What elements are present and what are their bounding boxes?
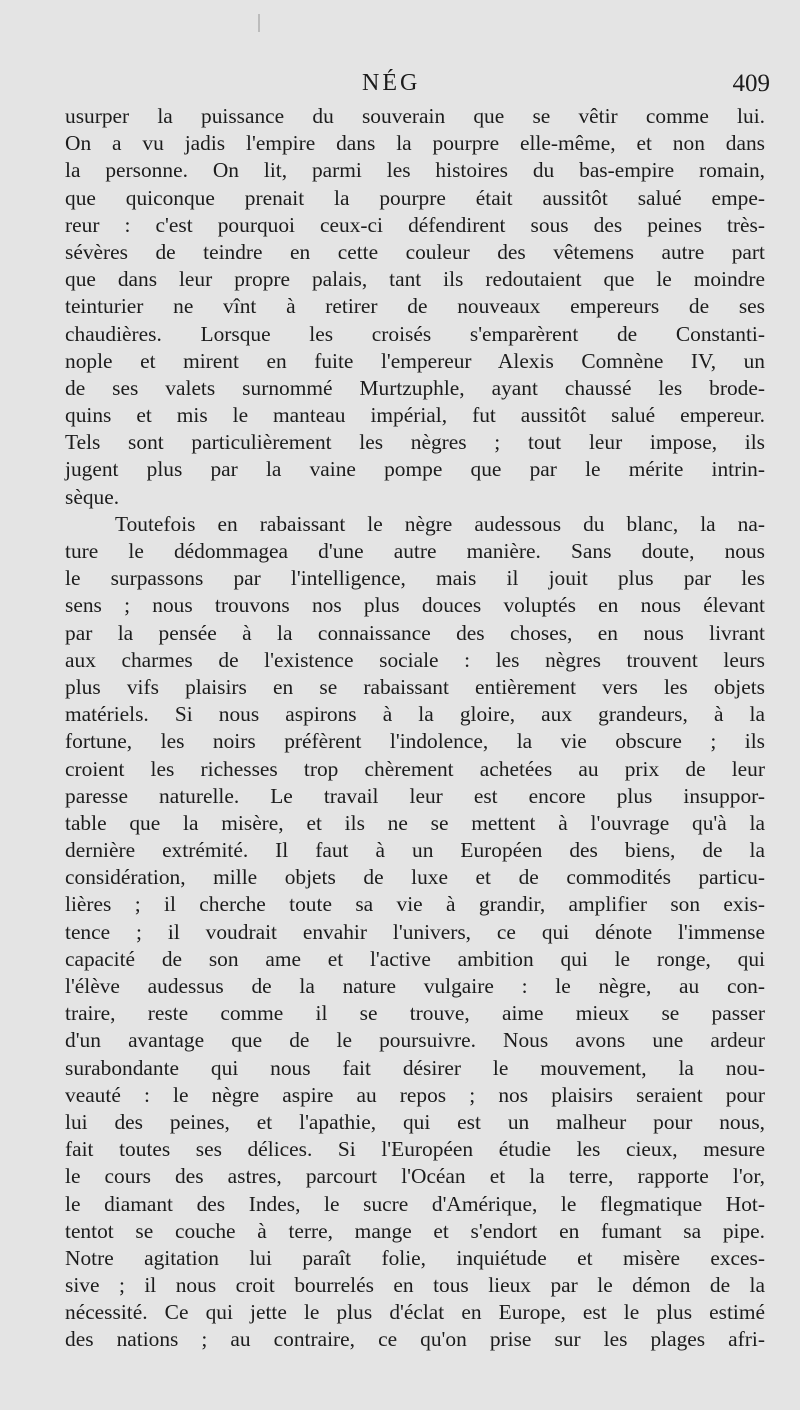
text-line: tentot se couche à terre, mange et s'endort en fumant sa pipe.	[65, 1218, 765, 1243]
text-line: teinturier ne vînt à retirer de nouveaux empereurs de ses	[65, 294, 765, 319]
text-line: le diamant des Indes, le sucre d'Amérique, le flegmatique Hot-	[65, 1191, 765, 1216]
page-header	[0, 70, 800, 104]
text-line: lières ; il cherche toute sa vie à grandir, amplifier son exis-	[65, 892, 765, 917]
text-line: Notre agitation lui paraît folie, inquiétude et misère exces-	[65, 1245, 765, 1270]
body-text	[65, 103, 765, 1354]
text-line: nécessité. Ce qui jette le plus d'éclat en Europe, est le plus estimé	[65, 1300, 765, 1325]
text-line: traire, reste comme il se trouve, aime mieux se passer	[65, 1001, 765, 1026]
text-line: jugent plus par la vaine pompe que par le mérite intrin-	[65, 457, 765, 482]
text-line: veauté : le nègre aspire au repos ; nos plaisirs seraient pour	[65, 1082, 765, 1107]
running-head: NÉG	[362, 70, 421, 96]
text-line: quins et mis le manteau impérial, fut aussitôt salué empereur.	[65, 403, 765, 428]
text-line: considération, mille objets de luxe et de commodités particu-	[65, 865, 765, 890]
text-line: fait toutes ses délices. Si l'Européen étudie les cieux, mesure	[65, 1137, 765, 1162]
paragraph-start-line: Toutefois en rabaissant le nègre audessous du blanc, la na-	[115, 511, 765, 536]
text-line: par la pensée à la connaissance des choses, en nous livrant	[65, 620, 765, 645]
text-line: chaudières. Lorsque les croisés s'emparèrent de Constanti-	[65, 321, 765, 346]
text-line: table que la misère, et ils ne se mettent à l'ouvrage qu'à la	[65, 810, 765, 835]
text-line: le cours des astres, parcourt l'Océan et la terre, rapporte l'or,	[65, 1164, 765, 1189]
text-line: sévères de teindre en cette couleur des vêtemens autre part	[65, 239, 765, 264]
text-line: croient les richesses trop chèrement achetées au prix de leur	[65, 756, 765, 781]
text-line: capacité de son ame et l'active ambition qui le ronge, qui	[65, 946, 765, 971]
text-line: de ses valets surnommé Murtzuphle, ayant chaussé les brode-	[65, 375, 765, 400]
text-line: l'élève audessus de la nature vulgaire : le nègre, au con-	[65, 974, 765, 998]
text-line: On a vu jadis l'empire dans la pourpre elle-même, et non dans	[65, 131, 765, 156]
text-line: d'un avantage que de le poursuivre. Nous avons une ardeur	[65, 1028, 765, 1053]
margin-mark	[258, 14, 260, 32]
text-line: lui des peines, et l'apathie, qui est un malheur pour nous,	[65, 1109, 765, 1134]
text-line: des nations ; au contraire, ce qu'on prise sur les plages afri-	[65, 1327, 765, 1352]
page-number: 409	[732, 70, 770, 97]
text-line: le surpassons par l'intelligence, mais il jouit plus par les	[65, 566, 765, 591]
text-line: plus vifs plaisirs en se rabaissant entièrement vers les objets	[65, 674, 765, 699]
text-line: la personne. On lit, parmi les histoires du bas-empire romain,	[65, 158, 765, 183]
text-line: fortune, les noirs préfèrent l'indolence, la vie obscure ; ils	[65, 729, 765, 754]
paragraph-end-line: sèque.	[65, 484, 120, 509]
text-line: aux charmes de l'existence sociale : les nègres trouvent leurs	[65, 647, 765, 672]
text-line: surabondante qui nous fait désirer le mouvement, la nou-	[65, 1055, 765, 1080]
text-line: sive ; il nous croit bourrelés en tous lieux par le démon de la	[65, 1273, 765, 1298]
text-line: que dans leur propre palais, tant ils redoutaient que le moindre	[65, 267, 765, 292]
text-line: que quiconque prenait la pourpre était aussitôt salué empe-	[65, 185, 765, 210]
text-line: paresse naturelle. Le travail leur est encore plus insuppor-	[65, 783, 765, 808]
text-line: matériels. Si nous aspirons à la gloire, aux grandeurs, à la	[65, 702, 765, 727]
text-line: usurper la puissance du souverain que se vêtir comme lui.	[65, 104, 765, 128]
text-line: sens ; nous trouvons nos plus douces voluptés en nous élevant	[65, 593, 765, 618]
text-line: ture le dédommagea d'une autre manière. Sans doute, nous	[65, 539, 765, 563]
text-line: nople et mirent en fuite l'empereur Alexis Comnène IV, un	[65, 348, 765, 373]
text-line: tence ; il voudrait envahir l'univers, ce qui dénote l'immense	[65, 919, 765, 944]
text-line: Tels sont particulièrement les nègres ; tout leur impose, ils	[65, 430, 765, 455]
text-line: reur : c'est pourquoi ceux-ci défendirent sous des peines très-	[65, 212, 765, 237]
text-line: dernière extrémité. Il faut à un Européen des biens, de la	[65, 838, 765, 863]
